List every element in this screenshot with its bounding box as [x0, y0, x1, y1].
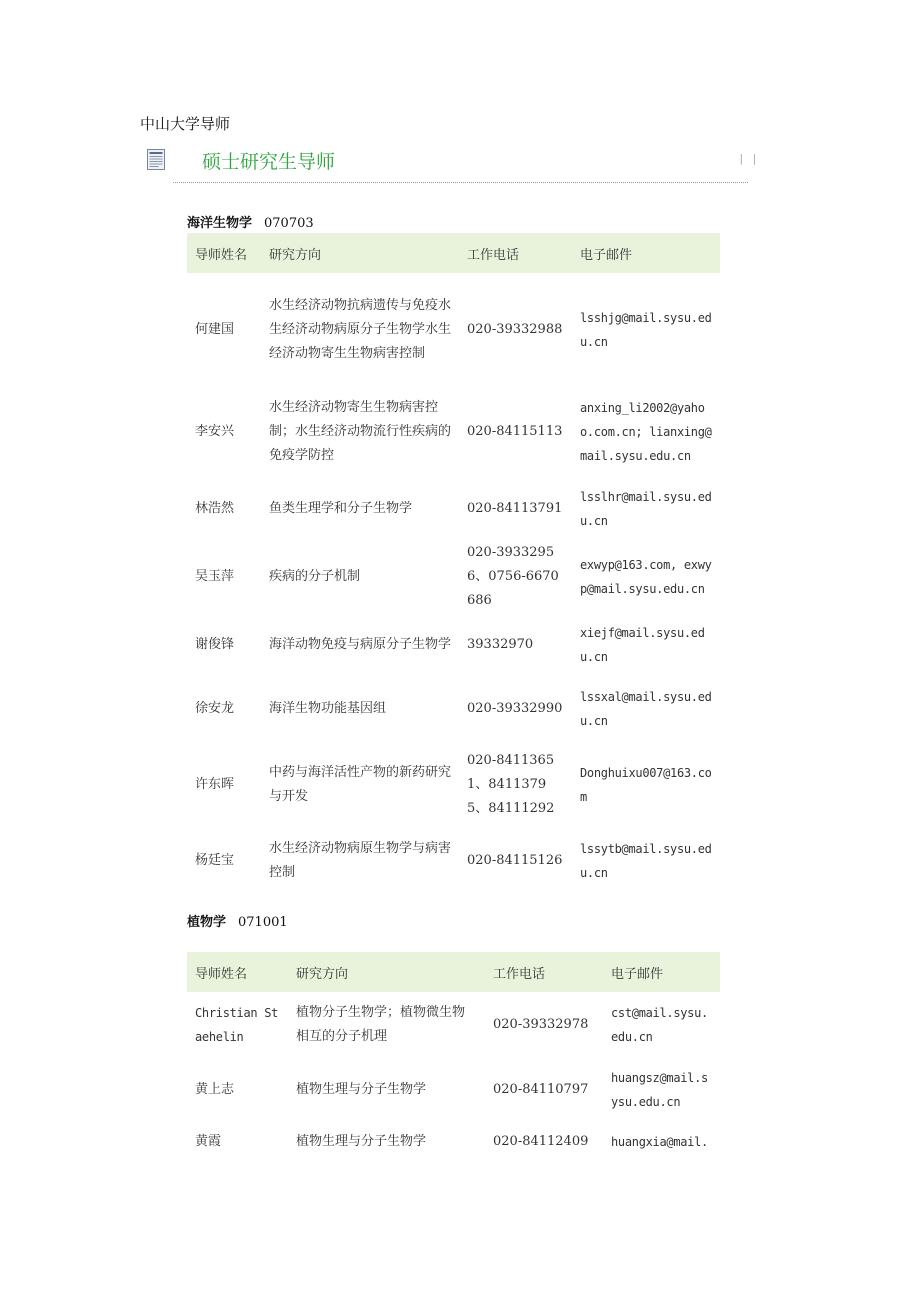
section-heading: 硕士研究生导师 [202, 151, 336, 173]
page-title: 中山大学导师 [140, 115, 231, 133]
section-name: 植物学 [187, 915, 227, 930]
work-phone: 020-39332978 [493, 1017, 589, 1032]
section-title-botany [187, 911, 288, 930]
header-phone: 工作电话 [467, 247, 520, 263]
table-row [187, 387, 720, 477]
email: xiejf@mail.sysu.edu.cn [580, 626, 705, 664]
header-name: 导师姓名 [195, 247, 248, 263]
advisor-name: 李安兴 [195, 424, 235, 439]
research-direction: 水生经济动物抗病遗传与免疫水生经济动物病原分子生物学水生经济动物寄生生物病害控制 [269, 298, 452, 361]
research-direction: 中药与海洋活性产物的新药研究与开发 [269, 765, 452, 804]
email: lsslhr@mail.sysu.edu.cn [580, 490, 712, 528]
header-direction: 研究方向 [269, 247, 322, 263]
work-phone: 020-39332990 [467, 701, 563, 716]
advisor-name: 杨廷宝 [195, 853, 235, 868]
table-row [187, 1122, 720, 1162]
email: lssxal@mail.sysu.edu.cn [580, 690, 712, 728]
table-row [187, 477, 720, 541]
email: Donghuixu007@163.com [580, 766, 712, 804]
header-email: 电子邮件 [611, 966, 664, 982]
advisor-name: 林浩然 [195, 501, 235, 516]
heading-mark: | | [738, 152, 758, 165]
header-phone: 工作电话 [493, 966, 546, 982]
section-name: 海洋生物学 [187, 216, 253, 231]
advisor-name: 谢俊锋 [195, 637, 235, 652]
section-title-marine-biology [187, 212, 314, 231]
section-code: 070703 [264, 216, 314, 231]
research-direction: 水生经济动物寄生生物病害控制；水生经济动物流行性疾病的免疫学防控 [269, 400, 452, 463]
research-direction: 植物生理与分子生物学 [296, 1134, 427, 1149]
work-phone: 020-39332988 [467, 322, 563, 337]
advisor-name: 徐安龙 [195, 701, 235, 716]
research-direction: 植物生理与分子生物学 [296, 1082, 427, 1097]
header-direction: 研究方向 [296, 966, 349, 982]
table-row [187, 741, 720, 829]
email: lssytb@mail.sysu.edu.cn [580, 842, 712, 880]
advisor-name: 许东晖 [195, 777, 235, 792]
email: anxing_li2002@yahoo.com.cn; lianxing@mail.sysu.edu.cn [580, 401, 712, 463]
table-row [187, 541, 720, 613]
work-phone: 020-84115113 [467, 424, 563, 439]
table-row [187, 613, 720, 677]
advisor-name: 吴玉萍 [195, 569, 235, 584]
header-name: 导师姓名 [195, 966, 248, 982]
email: exwyp@163.com, exwyp@mail.sysu.edu.cn [580, 558, 712, 596]
advisor-table-botany [187, 952, 720, 1162]
heading-divider [173, 182, 748, 183]
table-header-row [187, 952, 720, 992]
work-phone: 020-84115126 [467, 853, 563, 868]
work-phone: 020-84113791 [467, 501, 563, 516]
email: lsshjg@mail.sysu.edu.cn [580, 311, 712, 349]
table-row [187, 992, 720, 1058]
research-direction: 海洋动物免疫与病原分子生物学 [269, 637, 452, 652]
email: cst@mail.sysu.edu.cn [611, 1006, 708, 1044]
research-direction: 水生经济动物病原生物学与病害控制 [269, 841, 452, 880]
research-direction: 鱼类生理学和分子生物学 [269, 501, 413, 516]
header-email: 电子邮件 [580, 247, 633, 263]
advisor-name: 黄上志 [195, 1082, 235, 1097]
research-direction: 植物分子生物学；植物微生物相互的分子机理 [296, 1005, 466, 1044]
advisor-table-marine-biology [187, 233, 720, 893]
advisor-name: 黄霞 [195, 1134, 222, 1149]
work-phone: 020-39332956、0756-6670686 [467, 545, 559, 608]
table-header-row [187, 233, 720, 273]
section-code: 071001 [238, 915, 288, 930]
work-phone: 020-84113651、84113795、84111292 [467, 753, 555, 816]
work-phone: 020-84112409 [493, 1134, 589, 1149]
research-direction: 海洋生物功能基因组 [269, 701, 387, 716]
advisor-name: 何建国 [195, 322, 235, 337]
advisor-name: Christian Staehelin [195, 1006, 279, 1044]
work-phone: 020-84110797 [493, 1082, 589, 1097]
research-direction: 疾病的分子机制 [269, 569, 361, 584]
table-row [187, 1058, 720, 1122]
document-icon [147, 149, 165, 170]
table-row [187, 829, 720, 893]
email: huangxia@mail. [611, 1135, 708, 1149]
work-phone: 39332970 [467, 637, 534, 652]
email: huangsz@mail.sysu.edu.cn [611, 1071, 708, 1109]
table-row [187, 677, 720, 741]
table-row [187, 273, 720, 387]
